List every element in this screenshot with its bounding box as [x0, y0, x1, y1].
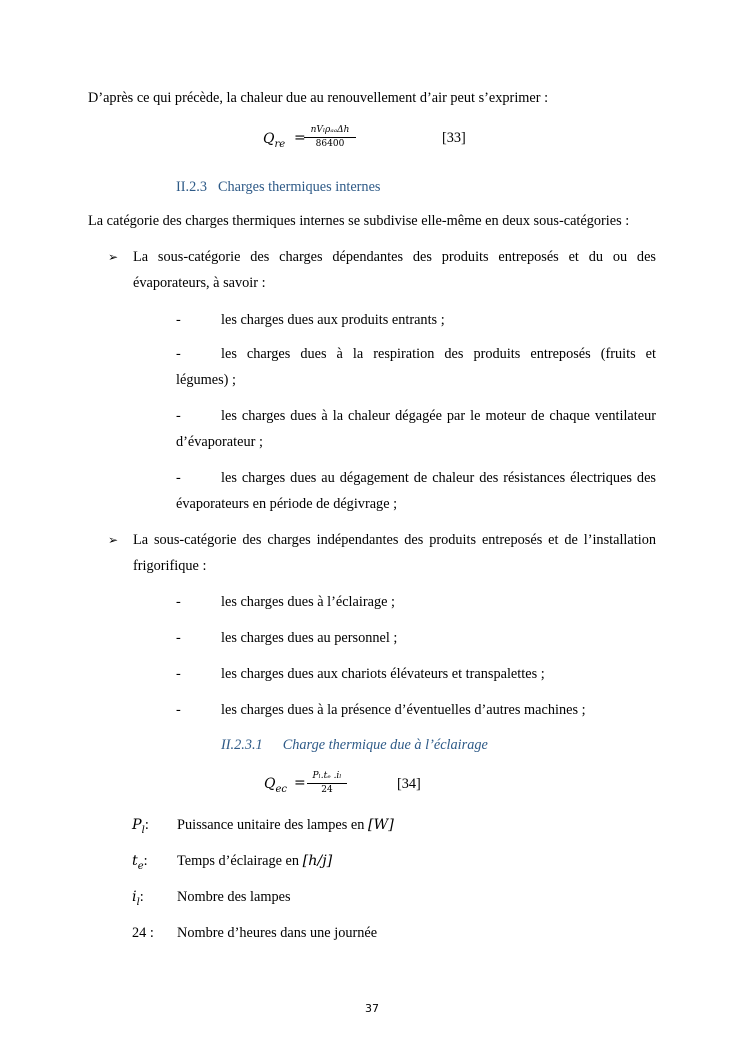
eq34-denominator: 24	[321, 785, 333, 795]
list-dash: -	[176, 346, 181, 362]
eq33-reference: [33]	[442, 130, 466, 146]
list-item-line2: évaporateurs en période de dégivrage ;	[176, 496, 398, 512]
equation-33-lhs	[263, 131, 285, 150]
eq34-lhs-subscript: ec	[275, 783, 288, 795]
group2-line1: La sous-catégorie des charges indépendantes des produits entreposés et de l’installation	[133, 532, 656, 548]
group2-line2: frigorifique :	[133, 558, 207, 574]
subsection-number: II.2.3.1	[221, 737, 263, 753]
symbol-main: t	[132, 853, 138, 869]
equation-34-lhs	[264, 776, 287, 795]
symbol-main: P	[132, 817, 142, 833]
equation-33-fraction	[304, 125, 356, 150]
list-item: les charges dues à la présence d’éventuelles d’autres machines ;	[221, 702, 586, 718]
definition-label: Nombre d’heures dans une journée	[177, 925, 378, 941]
definition-symbol	[132, 817, 149, 836]
list-item	[176, 465, 656, 517]
list-item-line1: les charges dues au dégagement de chaleur des résistances électriques des	[221, 470, 656, 486]
definition-text	[177, 889, 291, 906]
list-dash: -	[176, 594, 181, 610]
symbol-sub: l	[136, 896, 140, 908]
list-dash: -	[176, 702, 181, 718]
definition-label: Puissance unitaire des lampes en	[177, 817, 368, 833]
definition-text	[177, 817, 394, 834]
eq34-numerator: Pₗ.tₑ .iₗ	[312, 771, 342, 781]
group1-line2: évaporateurs, à savoir :	[133, 275, 266, 291]
page-number: 37	[365, 1002, 379, 1015]
symbol-colon: :	[143, 853, 148, 869]
definition-unit: [h/j]	[302, 853, 333, 869]
group1-line1: La sous-catégorie des charges dépendantes des produits entreposés et du ou des	[133, 249, 656, 265]
arrow-bullet-icon: ➢	[108, 250, 119, 264]
eq33-lhs-symbol: Q	[263, 131, 275, 147]
list-item: les charges dues aux produits entrants ;	[221, 312, 445, 328]
symbol-main: 24	[132, 925, 147, 941]
symbol-main: i	[132, 889, 137, 905]
subsection-title: Charge thermique due à l’éclairage	[282, 737, 488, 753]
definition-text	[177, 925, 377, 942]
list-item-line1: les charges dues à la respiration des produits entreposés (fruits et	[221, 346, 656, 362]
subsection-heading	[221, 737, 488, 754]
definition-symbol	[132, 889, 144, 908]
list-item	[176, 341, 656, 393]
list-dash: -	[176, 630, 181, 646]
eq34-lhs-symbol: Q	[264, 776, 276, 792]
definition-symbol	[132, 853, 148, 872]
list-item-line2: d’évaporateur ;	[176, 434, 263, 450]
list-item: les charges dues au personnel ;	[221, 630, 398, 646]
definition-unit: [W]	[367, 817, 394, 833]
eq33-equals: =	[294, 130, 306, 146]
list-item: les charges dues à l’éclairage ;	[221, 594, 395, 610]
section-intro: La catégorie des charges thermiques internes se subdivise elle-même en deux sous-catégories :	[88, 213, 630, 229]
eq34-reference: [34]	[397, 776, 421, 792]
group1-paragraph	[133, 244, 656, 296]
arrow-bullet-icon: ➢	[108, 533, 119, 547]
list-dash: -	[176, 408, 181, 424]
eq34-equals: =	[294, 775, 306, 791]
symbol-colon: :	[146, 925, 154, 941]
definition-label: Temps d’éclairage en	[177, 853, 303, 869]
section-title: Charges thermiques internes	[217, 179, 381, 195]
eq33-lhs-subscript: re	[274, 138, 286, 150]
definition-symbol	[132, 925, 154, 942]
eq34-fraction-bar	[307, 783, 347, 784]
symbol-sub: l	[141, 824, 145, 836]
section-number: II.2.3	[176, 179, 207, 195]
equation-34-fraction	[307, 771, 347, 796]
list-item-line1: les charges dues à la chaleur dégagée par le moteur de chaque ventilateur	[221, 408, 656, 424]
list-dash: -	[176, 666, 181, 682]
eq33-numerator: nVₗρₐₐΔh	[310, 125, 350, 135]
definition-label: Nombre des lampes	[177, 889, 291, 905]
eq33-fraction-bar	[304, 137, 356, 138]
eq33-denominator: 86400	[315, 139, 345, 149]
list-dash: -	[176, 312, 181, 328]
group2-paragraph	[133, 527, 656, 579]
list-item-line2: légumes) ;	[176, 372, 236, 388]
section-heading	[176, 179, 381, 196]
list-item: les charges dues aux chariots élévateurs et transpalettes ;	[221, 666, 545, 682]
definition-text	[177, 853, 332, 870]
list-item	[176, 403, 656, 455]
intro-paragraph: D’après ce qui précède, la chaleur due au renouvellement d’air peut s’exprimer :	[88, 90, 549, 106]
list-dash: -	[176, 470, 181, 486]
symbol-colon: :	[144, 817, 149, 833]
symbol-colon: :	[139, 889, 144, 905]
symbol-sub: e	[137, 860, 144, 872]
